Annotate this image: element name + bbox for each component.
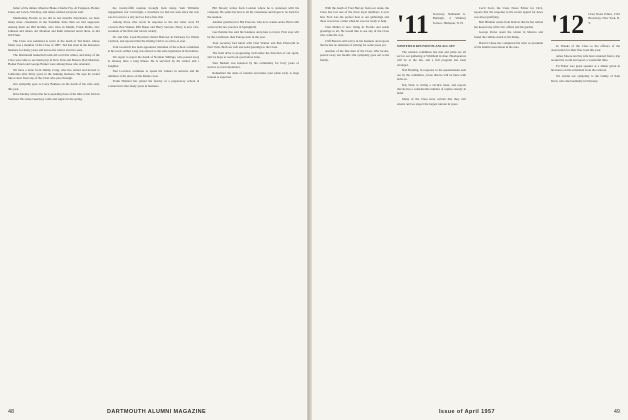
paragraph: Cecil Scott, the Class Notes Editor for 1912, reports that the response to his recent appeal for news was most gratifying.	[474, 6, 543, 19]
paragraph: The Dartmouth basketball team did well this winter, and many of the Class were able to see them play in New York and Boston. Bob Moulton, Homer Eaton and George Barker were among those who attended.	[8, 53, 100, 67]
paragraph: Bert Hinman writes from Denver that he has retired but keeps busy with civic affairs and his garden.	[474, 20, 543, 29]
paragraph: Remember the dates of reunion and make your plans early. A large turnout is expected.	[207, 70, 300, 80]
paragraph: Ned Harding, in response to the questionnaire sent out by the committee, wrote that he will be there with bells on.	[397, 68, 466, 82]
left-page	[0, 0, 308, 420]
paragraph: George Porter spent the winter in Mexico and found the climate much to his liking.	[474, 30, 543, 39]
class-1911-header	[397, 12, 466, 36]
right-column-4	[551, 6, 620, 402]
right-column-3	[474, 6, 543, 402]
left-column-1	[8, 6, 100, 402]
paragraph: Our sympathy goes to Larry Bankers on the death of his wife early this year.	[8, 82, 100, 91]
paragraph: Cliff Bond is still active in his business and reports that he has no intention of retiring for some years yet.	[320, 39, 389, 48]
paragraph: In Thanks of the Class to the officers of the Association for their fine work this year.	[551, 44, 620, 53]
paragraph: We extend our sympathy to the family of Paul Drew, who died suddenly in February.	[551, 74, 620, 83]
paragraph: Ray Neal, is wiring a circular letter, and reports that he has a considerable number of replies already in hand.	[397, 82, 466, 96]
paragraph: The fund drive is progressing well under the direction of our agent, and we hope to reach our goal before June.	[207, 50, 300, 59]
paragraph: Mentioning Florida as we did in last month's Newsletter, we have many more classmates in the Sunshine State than we had supposed. Among them are Bill Rollins, who lives in Miami, Frank Hollis, Doc Johnson and others. Art Moulton and Ruth wintered down there, as did Jim Fiske.	[8, 16, 100, 38]
divider	[551, 40, 620, 41]
page-number: 49	[613, 409, 620, 415]
section-heading: WHITFIELD REUNION PLANS ALL SET	[397, 44, 455, 48]
paragraph: Bill Moody writes from London where he is stationed with his company. He sends his best to all his classmates and hopes to be back for the reunion.	[207, 6, 300, 19]
class-year: '12	[551, 12, 585, 36]
divider	[397, 40, 466, 41]
paragraph: Frank Holland has joined the faculty of a preparatory school in Connecticut after many years in business.	[107, 79, 200, 88]
paragraph: Stan Haskell was honored by his community for forty years of service as town moderator.	[207, 60, 300, 70]
class-editor: Class Notes Editor, 1501 Broadway, New York, N. Y.	[588, 12, 620, 25]
paragraph: Ames Moore and his wife have returned from a trip around the world and report a wonderful time.	[551, 54, 620, 63]
paragraph: The Class was saddened to learn of the death of Ted Rand, whose father was a member of the Class of 1887. Ted had been in the insurance business for many years and leaves his widow and two sons.	[8, 39, 100, 52]
paragraph: Ed Fisher was guest speaker at a dinner given in his honor on his retirement from the railroad.	[551, 64, 620, 73]
right-columns	[320, 6, 620, 402]
paragraph: Harold Chase has completed his term as president of the alumni association in his area.	[474, 40, 543, 49]
paragraph: Chet Muller is now living in Florida and sends greetings to all. He would like to see any of the Class who come his way.	[320, 24, 389, 38]
issue-date: Issue of April 1957	[438, 409, 495, 415]
paragraph: Gus Perkins has sold his business and plans to travel. First stop will be the Caribbean, then Europe later in the year.	[207, 30, 300, 39]
class-1912-header	[551, 12, 620, 36]
right-page	[312, 0, 628, 420]
paragraph: the twenty-fifth reunion brought back many. Sam Williams' engagement, nor Cartwright, a classmate we had not seen since the war, was in town for a day and we had a fine visit.	[107, 6, 200, 19]
left-columns	[8, 6, 299, 402]
paragraph: Among those who wrote in response to the last letter were Ed Caswell, Ben Walker, Phil Baker and Harry Stevens. Harry is now vice-president of his firm and travels widely.	[107, 20, 200, 33]
paragraph: The reunion committee has met and plans are all set for our gathering at Whitfield in June. Headquarters will be at the inn, and a full program has been arranged.	[397, 49, 466, 67]
paragraph: Another grandson for Hal Prescott, who now counts seven. Hal is still active in his law practice in Springfield.	[207, 20, 300, 29]
class-secretary: Secretary, Nathaniel G. Burleigh, 4 Whitney Terrace, Hampton, N. H.	[432, 12, 466, 25]
right-column-2	[397, 6, 466, 402]
paragraph: father of the dinner. Maurice Blake, Charlie Fay, Al Ferguson, Homer Jones, Art Lewis, Win Ray, and others wished everyone well.	[8, 6, 100, 15]
right-footer	[320, 409, 620, 415]
paragraph: Your secretary had lunch with Chet Warner and Bob Ellsworth in New York. Both are well and send greetings to the Class.	[207, 40, 300, 49]
magazine-title: DARTMOUTH ALUMNI MAGAZINE	[107, 409, 207, 415]
paragraph: Many of the Class have written that they will attend, and we expect the largest turnout in years.	[397, 97, 466, 106]
paragraph: With the death of Fred Harvey from our ranks, the Class has lost one of the most loyal members it ever had. Fred was the perfect host at our gatherings and there was never a time when he was not ready to help.	[320, 6, 389, 23]
paragraph: Ned Lovelace continues to spend his winters in Arizona and his summers at his place on the Maine coast.	[107, 69, 200, 78]
paragraph: Another of the fine men of the Class, Win Jacobs, passed away last month. Our sympathy goes out to his family.	[320, 49, 389, 62]
left-column-2	[108, 6, 200, 402]
paragraph: We have a letter from Jimmy Craig, who has retired and moved to California after thirty years in the banking business. He says he would like to hear from any of the Class who pass through.	[8, 67, 100, 81]
paragraph: Dave Dudley writes that he is spending most of his time at his farm in Vermont. He raises Guernsey cattle and sugars in the spring.	[8, 92, 100, 101]
class-year: '11	[397, 12, 429, 36]
paragraph: Tom Goodrich has been appointed chairman of the school committee in his town. Arthur Lang was elected to the state legislature in November.	[107, 44, 200, 54]
left-column-3	[207, 6, 299, 402]
right-column-1	[320, 6, 389, 402]
paragraph: We regret to report the death of Norman Stillings, who passed away in January after a long illness. He is survived by his widow and a daughter.	[107, 54, 200, 68]
paragraph: Dr. and Mrs. Leon Bowman visited Hanover in February for Winter Carnival, and reported that the Outing Club is as active as ever.	[107, 34, 200, 44]
page-number: 48	[8, 409, 15, 415]
left-footer	[8, 409, 299, 415]
